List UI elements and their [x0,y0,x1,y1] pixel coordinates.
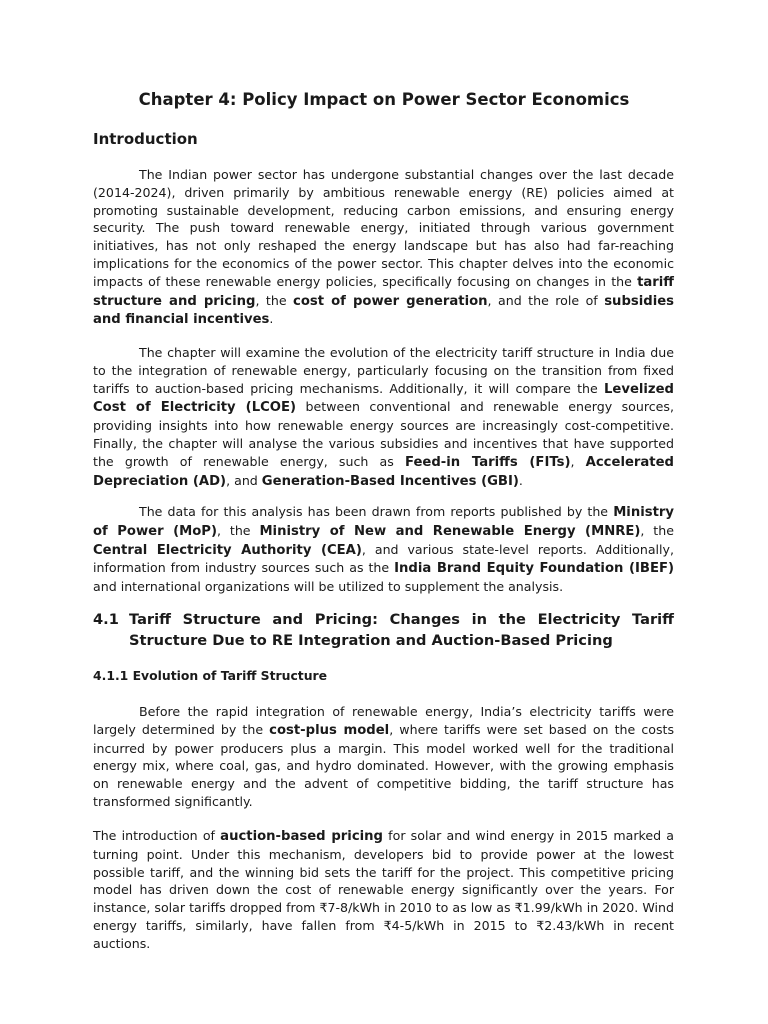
intro-paragraph-3 [93,503,674,596]
p2-bold-1: Levelized Cost of Electricity (LCOE) [93,381,674,416]
p2-text-2: between conventional and renewable energy sources, providing insights into how renewable energy sources are increasingly cost-competitive. Finally, the chapter will analyse the various subsidies and incentives that have supported the growth of renewable energy, such as [93,399,674,469]
p4-bold-1: cost-plus model [269,722,390,738]
p1-text-2: , the [255,292,294,308]
p3-text-3: , the [640,522,674,538]
p3-text-1: The data for this analysis has been drawn from reports published by the [139,504,614,519]
section-4-1-title: Tariff Structure and Pricing: Changes in the Electricity Tariff Structure Due to RE Integration and Auction-Based Pricing [129,611,674,649]
p3-bold-2: Ministry of New and Renewable Energy (MNRE) [259,523,641,539]
p1-text-3: , and the role of [487,292,605,308]
p3-bold-1: Ministry of Power (MoP) [93,505,674,539]
p1-text-4: . [269,311,274,327]
p4-text-1: Before the rapid integration of renewable energy, India’s electricity tariffs were largely determined by the [93,704,674,737]
p2-bold-4: Generation-Based Incentives (GBI) [261,473,519,489]
p2-bold-3: Accelerated Depreciation (AD) [93,454,674,489]
p2-text-4: , and [226,472,262,488]
chapter-title: Chapter 4: Policy Impact on Power Sector Economics [138,90,630,109]
p4-text-2: , where tariffs were set based on the costs incurred by power producers plus a margin. This model worked well for the traditional energy mix, where coal, gas, and hydro dominated. However, with the growing emphasis on renewable energy and the advent of competitive bidding, the tariff structure has transformed significantly. [93,721,675,809]
intro-paragraph-1 [93,166,674,329]
p5-bold-1: auction-based pricing [220,829,383,844]
section-4-1-heading [93,609,674,651]
p2-text-3: , [570,453,586,469]
p1-text-1: The Indian power sector has undergone substantial changes over the last decade (2014-2024), driven primarily by ambitious renewable energy (RE) policies aimed at promoting sustainable development, reducing carbon emissions, and ensuring energy security. The push toward renewable energy, initiated through various government initiatives, has not only reshaped the energy landscape but has also had far-reaching implications for the economics of the power sector. This chapter delves into the economic impacts of these renewable energy policies, specifically focusing on changes in the [93,167,674,289]
section-4-1-1-heading: 4.1.1 Evolution of Tariff Structure [93,668,328,683]
p5-text-1: The introduction of [93,828,221,843]
section-4-1-number: 4.1 [93,611,119,628]
p3-bold-4: India Brand Equity Foundation (IBEF) [394,561,674,577]
p3-text-2: , the [217,522,260,538]
p1-bold-1: tariff structure and pricing [93,274,674,309]
p3-text-5: and international organizations will be utilized to supplement the analysis. [93,579,564,595]
section-paragraph-2 [93,827,674,953]
p2-text-5: . [518,472,523,488]
p1-bold-3: subsidies and financial incentives [93,293,675,328]
p2-bold-2: Feed-in Tariffs (FITs) [404,454,571,470]
introduction-heading: Introduction [93,130,198,148]
p3-text-4: , and various state-level reports. Additionally, information from industry sources such as the [93,541,674,576]
p1-bold-2: cost of power generation [293,293,488,309]
p2-text-1: The chapter will examine the evolution of the electricity tariff structure in India due to the integration of renewable energy, particularly focusing on the transition from fixed tariffs to auction-based pricing mechanisms. Additionally, it will compare the [93,345,674,396]
section-paragraph-1 [93,703,674,811]
p3-bold-3: Central Electricity Authority (CEA) [93,542,362,558]
p5-text-2: for solar and wind energy in 2015 marked a turning point. Under this mechanism, developers bid to provide power at the lowest possible tariff, and the winning bid sets the tariff for the project. This competitive pricing model has driven down the cost of renewable energy significantly over the years. For instance, solar tariffs dropped from ₹7-8/kWh in 2010 to as low as ₹1.99/kWh in 2020. Wind energy tariffs, similarly, have fallen from ₹4-5/kWh in 2015 to ₹2.43/kWh in recent auctions. [93,828,674,951]
intro-paragraph-2 [93,344,674,490]
